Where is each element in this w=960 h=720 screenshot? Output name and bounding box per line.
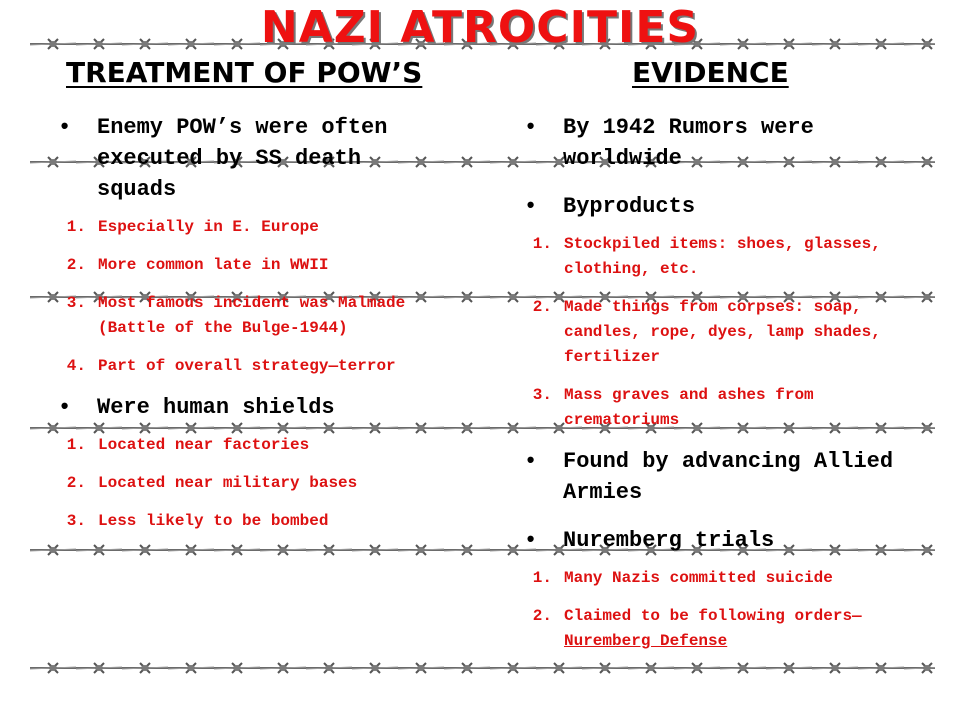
bullet-dot-icon: •	[524, 194, 538, 219]
barbed-wire-divider	[30, 661, 935, 675]
numbered-item: 1. Located near factories	[66, 436, 310, 454]
slide-title: NAZI ATROCITIES	[260, 2, 700, 53]
bullet-dot-icon: •	[58, 395, 72, 420]
numbered-item: 2. More common late in WWII	[66, 256, 329, 274]
bullet-dot-icon: •	[524, 528, 538, 553]
right-column-heading: EVIDENCE	[632, 56, 789, 89]
bullet-dot-icon: •	[524, 449, 538, 474]
numbered-item: 1. Many Nazis committed suicide	[532, 569, 833, 587]
bullet-item: • By 1942 Rumors were worldwide	[516, 112, 911, 174]
numbered-item: 3. Mass graves and ashes from crematoriums	[532, 386, 814, 429]
nuremberg-defense-link[interactable]: Nuremberg Defense	[564, 632, 728, 650]
numbered-item: 4. Part of overall strategy—terror	[66, 357, 396, 375]
left-column	[50, 112, 450, 547]
left-column-heading: TREATMENT OF POW’S	[66, 56, 423, 89]
numbered-item: 3. Less likely to be bombed	[66, 512, 329, 530]
bullet-item: • Byproducts	[516, 191, 911, 222]
right-column	[516, 112, 911, 654]
numbered-item: 2. Made things from corpses: soap, candles, rope, dyes, lamp shades, fertilizer	[532, 298, 881, 366]
bullet-item: • Found by advancing Allied Armies	[516, 446, 911, 508]
bullet-item: • Were human shields	[50, 392, 450, 423]
numbered-item: 3. Most famous incident was Malmade (Battle of the Bulge-1944)	[66, 294, 406, 337]
bullet-dot-icon: •	[524, 115, 538, 140]
numbered-item: 1. Especially in E. Europe	[66, 218, 319, 236]
numbered-item: 2. Located near military bases	[66, 474, 358, 492]
numbered-item: 1. Stockpiled items: shoes, glasses, clothing, etc.	[532, 235, 881, 278]
bullet-item: • Nuremberg trials	[516, 525, 911, 556]
bullet-item: • Enemy POW’s were often executed by SS death squads	[50, 112, 450, 205]
numbered-item: 2. Claimed to be following orders—Nuremberg Defense	[532, 607, 862, 650]
bullet-dot-icon: •	[58, 115, 72, 140]
